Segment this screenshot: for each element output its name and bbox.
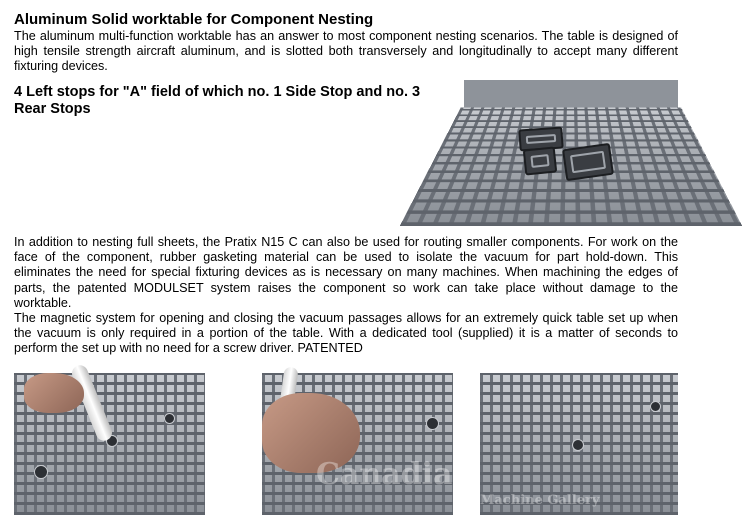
- hand-photo: [262, 373, 475, 515]
- worktable-title: Aluminum Solid worktable for Component Nesting: [14, 11, 374, 28]
- holes-photo: [480, 373, 678, 515]
- hand-icon: [24, 373, 84, 413]
- vacuum-tool-photo: [14, 373, 205, 515]
- vacuum-hole-icon: [426, 417, 439, 430]
- rear-stop-icon: [562, 143, 614, 181]
- worktable-description: The aluminum multi-function worktable has an answer to most component nesting scenarios. The table is designed of high tensile strength aircraft aluminum, and is slotted both transversely and longitudinally to accept many different fixturing devices.: [14, 29, 678, 74]
- vacuum-hole-icon: [164, 413, 175, 424]
- nesting-paragraph: In addition to nesting full sheets, the Pratix N15 C can also be used for routing smaller components. For work on the face of the component, rubber gasketing material can be used to isolate the vacuum for part hold-down. This eliminates the need for special fixturing devices as is necessary on many machines. When machining the edges of parts, the patented MODULSET system raises the component so work can take place without damage to the worktable.: [14, 235, 678, 310]
- vacuum-hole-icon: [650, 401, 661, 412]
- vacuum-hole-icon: [34, 465, 48, 479]
- magnetic-system-paragraph: The magnetic system for opening and closing the vacuum passages allows for an extremely quick table set up when the vacuum is only required in a portion of the table. With a dedicated tool (supplied) it is a matter of seconds to perform the set up with no need for a screw driver. PATENTED: [14, 311, 678, 356]
- rear-stop-icon: [523, 146, 558, 175]
- watermark-text-continued: [478, 457, 488, 492]
- watermark-subtitle: Machine Gallery: [480, 493, 600, 508]
- stops-photo: [464, 80, 678, 226]
- vacuum-hole-icon: [572, 439, 584, 451]
- watermark-text: Canadian: [316, 457, 475, 492]
- left-stops-heading: 4 Left stops for "A" field of which no. 1 Side Stop and no. 3 Rear Stops: [14, 84, 421, 117]
